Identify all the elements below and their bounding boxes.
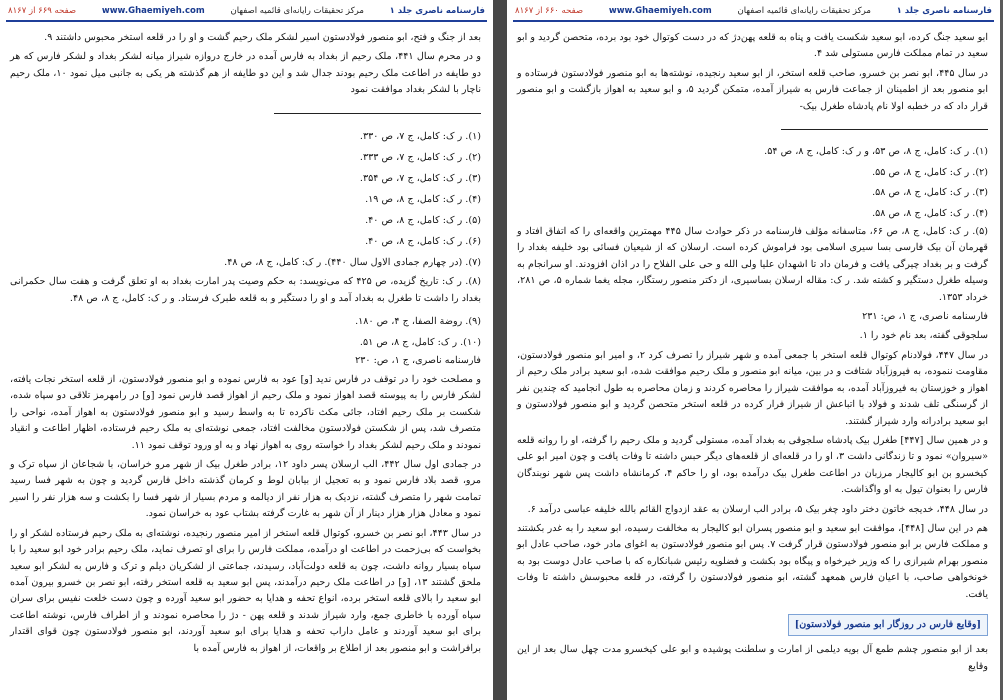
page-left [0, 0, 493, 700]
footnote: (۵). ر ک: کامل، ج ۸، ص ۴۰. [365, 214, 481, 226]
paragraph: در سال ۴۴۷، فولادنام کوتوال قلعه استخر با جمعی آمده و شهر شیراز را تصرف کرد ۲، و امیر ابو منصور فولادستون، مقاومت ننموده، به فیروزآباد شتافت و در بین، میانه ابو منصور و ملک رحیم موافقت شده، ابو سعید برادر ملک رحیم از اهواز و خوزستان به فیروزآباد آمده، به موافقت شیراز را محاصره کردند و زمان محاصره به طول انجامید که چندین نفر از گرسنگی تلف شدند و فولاد با اتباعش از شیراز فرار کرده در قلعه استخر متحصن گردید و ابو منصور فولادستون و ابو سعید برادرانه وارد شیراز گشتند. [517, 349, 988, 427]
page-number: صفحه ۶۶۹ از ۸۱۶۷ [8, 6, 77, 16]
page-gutter [493, 0, 507, 700]
section-heading: [وقایع فارس در روزگار ابو منصور فولادستون] [788, 614, 988, 636]
paragraph: و در محرم سال ۴۴۱، ملک رحیم از بغداد به فارس آمده در خارج دروازه شیراز میانه لشکر بغداد و لشکر فارس که هر دو طایفه در اطاعت ملک رحیم بودند جدال شد و این دو طایفه از هم گذشته هر یکی به جانبی میل نمود ۱۰، ملک رحیم ناچار با لشکر بغداد موافقت نمود [10, 51, 481, 96]
site-link[interactable]: www.Ghaemiyeh.com [101, 6, 205, 16]
footnote: (۱). ر ک: کامل، ج ۸، ص ۵۳، و ر ک: کامل، ج ۸، ص ۵۴. [764, 146, 988, 158]
page-ref: فارسنامه ناصری، ج ۱، ص: ۲۳۱ [862, 311, 988, 323]
page-header [515, 3, 992, 19]
page-number: صفحه ۶۶۰ از ۸۱۶۷ [515, 6, 584, 16]
header-rule [6, 20, 487, 22]
footnote: (۲). ر ک: کامل، ج ۷، ص ۳۳۳. [359, 151, 481, 163]
header-rule [513, 20, 994, 22]
footnote: (۲). ر ک: کامل، ج ۸، ص ۵۵. [872, 166, 988, 178]
footnote: (۷). (در چهارم جمادی الاول سال ۴۴۰). ر ک: کامل، ج ۸، ص ۴۸. [224, 256, 481, 268]
paragraph: سلجوقی گفته، بعد نام خود را ۱. [859, 330, 988, 342]
footnote: (۹). روضة الصفا، ج ۴، ص ۱۸۰. [355, 315, 481, 327]
paragraph: بعد از جنگ و فتح، ابو منصور فولادستون اسیر لشکر ملک رحیم گشت و او را در قلعه استخر محبوس داشتند ۹. [44, 32, 481, 43]
footnote: (۶). ر ک: کامل، ج ۸، ص ۴۰. [365, 235, 481, 247]
paragraph: در سال ۴۴۵، ابو نصر بن خسرو، صاحب قلعه استخر، از ابو سعید رنجیده، نوشته‌ها به ابو منصور فولادستون فرستاده و ابو منصور بعد از اطمینان از جماعت فارس به شیراز آمده، متمکن گردید ۵، و ابو سعید به اهواز بازگشت و ابو منصور قرار داد که در خطبه اولا نام پادشاه طغرل بیک- [517, 67, 989, 112]
paragraph: هم در این سال [۴۴۸]، موافقت ابو سعید و ابو منصور پسران ابو کالیجار به مخالفت رسیده، ابو سعید را به غدر بکشتند و مملکت فارس بر ابو منصور فولادستون قرار گرفت ۷. پس ابو منصور فولادستون به اغوای مادر خود، صاحب عادل ابو منصور بهرام شیرازی را که وزیر خیرخواه و پیگاه بود بکشت و فضلویه رئیس شبانکاره که با صاحب عادل دوست بود به خونخواهی صاحب، با اعیان فارس همعهد گشته، ابو منصور فولادستون را گرفته، در قلعه محبوسش داشته تا وفات یافت. [517, 522, 988, 600]
page-body [10, 30, 481, 700]
footnote-separator [274, 113, 481, 114]
site-link[interactable]: www.Ghaemiyeh.com [608, 6, 712, 16]
paragraph: در جمادی اول سال ۴۴۲، الب ارسلان پسر داود ۱۲، برادر طغرل بیک از شهر مرو خراسان، با شجاعان از سپاه ترک و مرو، قصد بلاد فارس نمود و به تعجیل از بیابان لوط و کرمان گذشته داخل فارس گردید و چون به شهر فسا رسید تمامت شهر را متصرف گشته، نزدیک به هزار نفر از دیالمه و مردم بسیار از شهر فسا را بکشت و سه هزار نفر را اسیر نمود و معادل هزار هزار دینار از آن شهر به غارت گرفته بشتاب عود به خراسان نمود. [10, 459, 481, 520]
footnote-list [517, 142, 988, 224]
footnote: (۱). ر ک: کامل، ج ۷، ص ۳۳۰. [359, 130, 481, 142]
paragraph: بعد از ابو منصور چشم طمع آل بویه دیلمی از امارت و سلطنت پوشیده و ابو علی کیخسرو مدت چهل سال بعد از این وقایع [517, 644, 988, 672]
center-name: مرکز تحقیقات رایانه‌ای قائمیه اصفهان [230, 6, 364, 16]
paragraph: در سال ۴۴۳، ابو نصر بن خسرو، کوتوال قلعه استخر از امیر منصور رنجیده، نوشته‌ای به ملک رحیم فرستاده لشکر او را بخواست که بی‌زحمت در اطاعت او درآمده، مملکت فارس را برای او تصرف نماید، ملک رحیم برادر خود ابو سعید را با سپاه بسیار روانه داشت، چون به قلعه دولت‌آباد، رسیدند، جماعتی از لشکریان دیلم و ترک و فارس به لشکر ابو سعید ملحق گشتند ۱۳، [و] در اطاعت ملک رحیم درآمدند، پس ابو سعید به قلعه استخر رفته، ابو نصر بن خسرو بیرون آمده ابو سعید را بالای قلعه استخر برده، انواع تحفه و هدایا به حضور ابو سعید آورده و چون دست خلعت نفیس برای سران سپاه آورده با خاطری جمع، وارد شیراز شدند و قلعه پهن - دژ را محاصره نمودند و از اطراف فارس، نوشته اطاعت برای ابو سعید آوردند و عامل داراب تحفه و هدایا برای ابو سعید آوردند، ابو منصور فولادستون چون قوای اقتدار برافراشت و ابو منصور بعد از اطلاع بر واقعات، از اهواز به فارس آمده با [10, 527, 482, 654]
footnote: (۳). ر ک: کامل، ج ۷، ص ۳۵۴. [359, 172, 481, 184]
paragraph: و در همین سال [۴۴۷] طغرل بیک پادشاه سلجوقی به بغداد آمده، مستولی گردید و ملک رحیم را گرفته، او را روانه قلعه «سیروان» نمود و تا زندگانی داشت ۳، او را در قلعه‌ای از قلعه‌های دیگر حبس داشته تا وفات یافت و چون امیر ابو علی کیخسرو بن ابو کالیجار مرزبان در اطاعت طغرل بیک درآمده بود، او را حاکم ۴، کرمانشاه داشت پس شهر نوبندگان فارس را بعنوان تیول به او واگذاشت. [517, 434, 989, 496]
page-body [517, 30, 988, 700]
footnote: (۱۰). ر ک: کامل، ج ۸، ص ۵۱. [359, 336, 481, 348]
center-name: مرکز تحقیقات رایانه‌ای قائمیه اصفهان [737, 6, 871, 16]
footnote-separator [781, 129, 988, 130]
footnote: (۴). ر ک: کامل، ج ۸، ص ۱۹. [365, 193, 481, 205]
paragraph: و مصلحت خود را در توقف در فارس ندید [و] عود به فارس نموده و ابو منصور فولادستون، از قلعه استخر نجات یافته، لشکر فارس را به پیوسته قصد اهواز نمود و ملک رحیم از اهواز قصد فارس نمود [و] در رامهرمز تلاقی دو سپاه شده، شکست بر ملک رحیم افتاد، جائی مکث ناکرده تا به واسط رسید و ابو منصور فولادستون به اهواز آمده، نواحی را متصرف شد، پس از شکستن فولادستون مخالفت افتاد، جمعی نوشته‌ای به ملک رحیم فرستاده، اظهار اطاعت و انقیاد نمودند و ملک رحیم لشکر بغداد را خواسته روی به اهواز نهاد و به او ورود توقف نمود ۱۱. [10, 374, 481, 451]
book-title: فارسنامه ناصری جلد ۱ [389, 6, 485, 16]
footnote-list [10, 126, 481, 353]
page-right [507, 0, 1000, 700]
footnote: (۳). ر ک: کامل، ج ۸، ص ۵۸. [872, 187, 988, 199]
book-title: فارسنامه ناصری جلد ۱ [896, 6, 992, 16]
footnote-long: (۵). ر ک: کامل، ج ۸، ص ۶۶، متاسفانه مؤلف فارسنامه در ذکر حوادث سال ۴۴۵ مهمترین واقعه‌ای را که اتفاق افتاد و قهرمان آن بیک فارسی بسا سیری اسلامی بود فراموش کرده است. ارسلان که از شیعیان فسائی بود خلیفه بغداد را گرفت و بر بغداد چیرگی یافت و فرمان داد تا اشهدان علیا ولی الله و حی علی الفلاح را در اذان افزودند. او سرانجام به وسیله طغرل دستگیر و کشته شد. ر ک: مقاله ارسلان بساسیری، از دکتر منصور رستگار، مجله یغما شماره ۵، ص ۲۸۱، خرداد ۱۳۵۳. [517, 226, 988, 303]
paragraph: در سال ۴۴۸، خدیجه خاتون دختر داود چغر بیک ۵، برادر الب ارسلان به عقد ازدواج القائم بالله خلیفه عباسی درآمد ۶. [527, 503, 988, 515]
paragraph: ابو سعید جنگ کرده، ابو سعید شکست یافت و پناه به قلعه پهن‌دژ که در دست کوتوال خود بود برده، متحصن گردید و ابو سعید در تمام مملکت فارس مستولی شد ۴. [517, 32, 988, 60]
page-header [8, 3, 485, 19]
footnote: (۸). ر ک: تاریخ گزیده، ص ۴۲۵ که می‌نویسد: به حکم وصیت پدر امارت بغداد به او تعلق گرفت و هفت سال حکمرانی بغداد را داشت تا طغرل به بغداد آمد و او را دستگیر و به قلعه طبرک فرستاد. و ر ک: کامل، ج ۸، ص ۴۸. [10, 275, 481, 304]
page-ref: فارسنامه ناصری، ج ۱، ص: ۲۳۰ [355, 354, 481, 366]
footnote: (۴). ر ک: کامل، ج ۸، ص ۵۸. [872, 207, 988, 219]
